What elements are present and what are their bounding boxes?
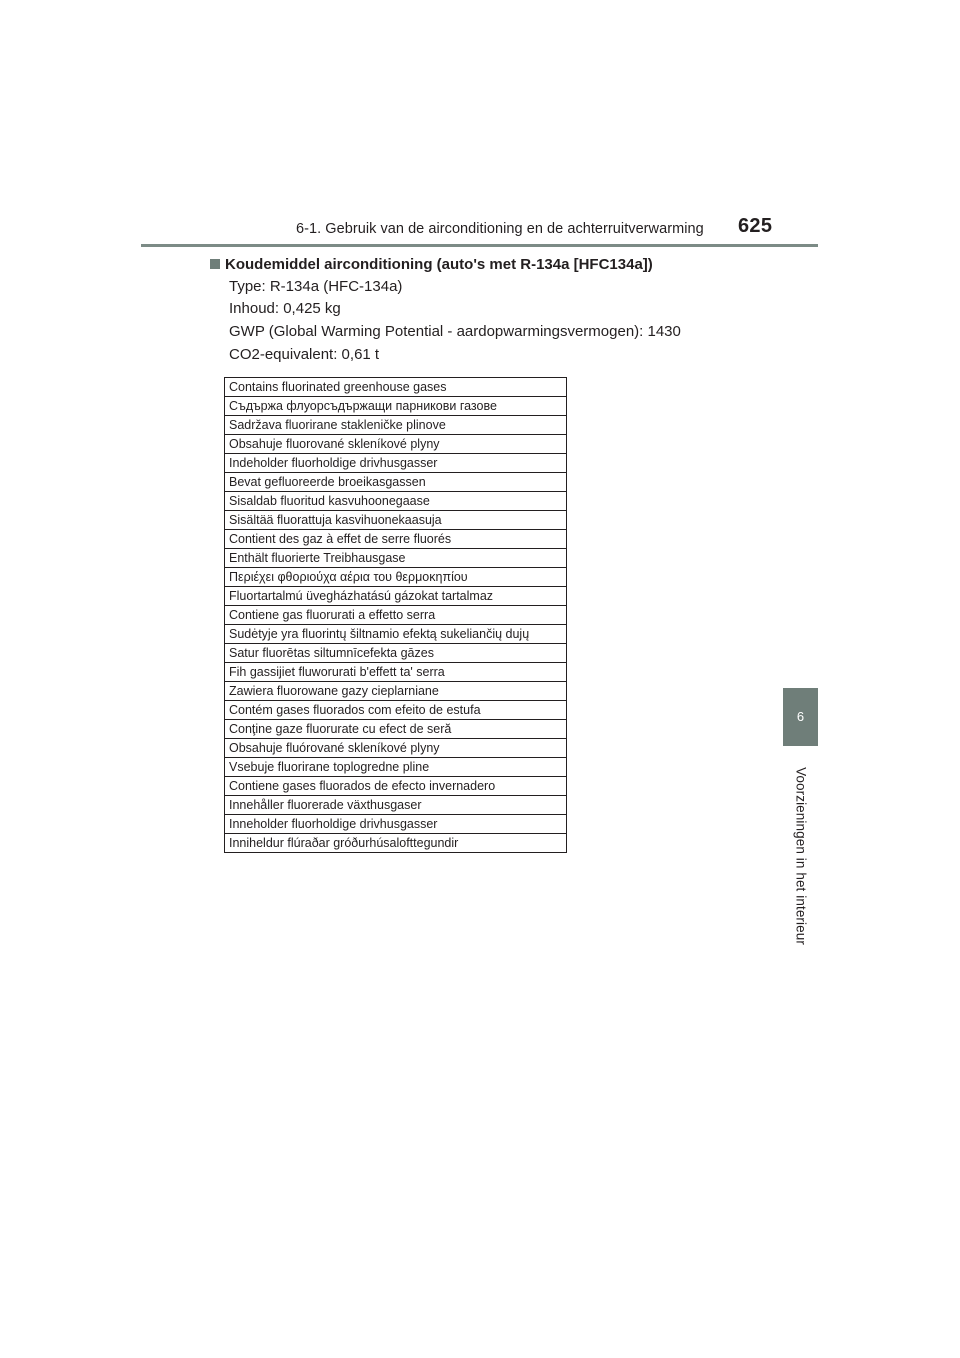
- table-cell: Vsebuje fluorirane toplogredne pline: [225, 758, 567, 777]
- section-heading: [210, 256, 653, 273]
- table-row: [225, 644, 567, 663]
- table-cell: Περιέχει φθοριούχα αέρια του θερμοκηπίου: [225, 568, 567, 587]
- table-cell: Obsahuje fluorované skleníkové plyny: [225, 435, 567, 454]
- table-row: [225, 435, 567, 454]
- fluorinated-gas-label-table: [224, 377, 567, 853]
- table-cell: Sisaldab fluoritud kasvuhoonegaase: [225, 492, 567, 511]
- table-cell: Fluortartalmú üvegházhatású gázokat tartalmaz: [225, 587, 567, 606]
- table-row: [225, 663, 567, 682]
- spec-content: Inhoud: 0,425 kg: [229, 300, 341, 317]
- table-cell: Contient des gaz à effet de serre fluorés: [225, 530, 567, 549]
- table-row: [225, 815, 567, 834]
- table-row: [225, 587, 567, 606]
- table-cell: Enthält fluorierte Treibhausgase: [225, 549, 567, 568]
- table-row: [225, 701, 567, 720]
- square-bullet-icon: [210, 259, 220, 269]
- table-row: [225, 625, 567, 644]
- table-row: [225, 473, 567, 492]
- table-row: [225, 549, 567, 568]
- table-row: [225, 796, 567, 815]
- table-row: [225, 530, 567, 549]
- table-row: [225, 777, 567, 796]
- table-cell: Contains fluorinated greenhouse gases: [225, 378, 567, 397]
- page-number: 625: [738, 215, 773, 237]
- table-cell: Sudėtyje yra fluorintų šiltnamio efektą sukeliančių dujų: [225, 625, 567, 644]
- table-cell: Sadržava fluorirane stakleničke plinove: [225, 416, 567, 435]
- table-cell: Sisältää fluorattuja kasvihuonekaasuja: [225, 511, 567, 530]
- table-cell: Fih gassijiet fluworurati b'effett ta' serra: [225, 663, 567, 682]
- header-divider: [141, 244, 818, 247]
- table-row: [225, 511, 567, 530]
- table-row: [225, 378, 567, 397]
- table-row: [225, 492, 567, 511]
- table-row: [225, 682, 567, 701]
- spec-co2-equivalent: CO2-equivalent: 0,61 t: [229, 346, 380, 363]
- table-row: [225, 397, 567, 416]
- table-row: [225, 568, 567, 587]
- table-row: [225, 454, 567, 473]
- table-cell: Contiene gases fluorados de efecto invernadero: [225, 777, 567, 796]
- table-cell: Contiene gas fluorurati a effetto serra: [225, 606, 567, 625]
- table-cell: Zawiera fluorowane gazy cieplarniane: [225, 682, 567, 701]
- table-row: [225, 834, 567, 853]
- chapter-number: 6: [796, 709, 805, 724]
- chapter-tab: [783, 688, 818, 746]
- table-cell: Bevat gefluoreerde broeikasgassen: [225, 473, 567, 492]
- chapter-label: Voorzieningen in het interieur: [793, 767, 809, 945]
- table-cell: Obsahuje fluórované skleníkové plyny: [225, 739, 567, 758]
- spec-type: Type: R-134a (HFC-134a): [229, 278, 403, 295]
- table-row: [225, 416, 567, 435]
- section-heading-text: Koudemiddel airconditioning (auto's met R-134a [HFC134a]): [225, 256, 653, 273]
- table-cell: Съдържа флуорсъдържащи парникови газове: [225, 397, 567, 416]
- table-cell: Contém gases fluorados com efeito de estufa: [225, 701, 567, 720]
- table-cell: Inneholder fluorholdige drivhusgasser: [225, 815, 567, 834]
- table-row: [225, 606, 567, 625]
- table-cell: Conţine gaze fluorurate cu efect de seră: [225, 720, 567, 739]
- spec-gwp: GWP (Global Warming Potential - aardopwarmingsvermogen): 1430: [229, 323, 681, 340]
- table-row: [225, 720, 567, 739]
- table-row: [225, 739, 567, 758]
- table-row: [225, 758, 567, 777]
- table-cell: Satur fluorētas siltumnīcefekta gāzes: [225, 644, 567, 663]
- table-cell: Innehåller fluorerade växthusgaser: [225, 796, 567, 815]
- table-cell: Inniheldur flúraðar gróðurhúsalofttegundir: [225, 834, 567, 853]
- page-header-title: 6-1. Gebruik van de airconditioning en de achterruitverwarming: [296, 221, 704, 237]
- table-cell: Indeholder fluorholdige drivhusgasser: [225, 454, 567, 473]
